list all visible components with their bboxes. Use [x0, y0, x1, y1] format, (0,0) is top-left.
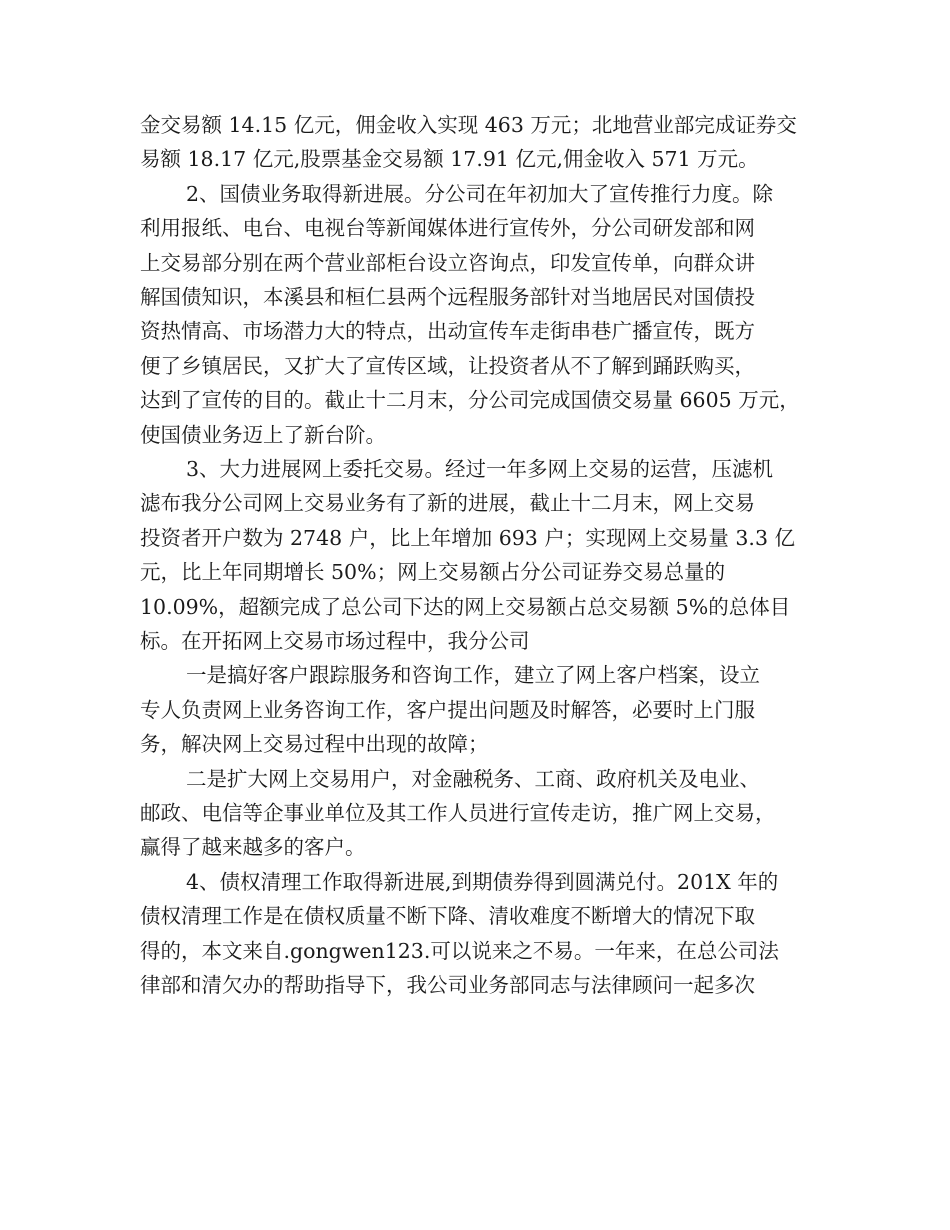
text-line: 便了乡镇居民，又扩大了宣传区域，让投资者从不了解到踊跃购买，	[140, 353, 755, 378]
text-line: 资热情高、市场潜力大的特点，出动宣传车走街串巷广播宣传，既方	[140, 319, 755, 344]
text-line: 金交易额 14.15 亿元，佣金收入实现 463 万元；北地营业部完成证券交	[140, 113, 797, 137]
text-line: 利用报纸、电台、电视台等新闻媒体进行宣传外，分公司研发部和网	[140, 216, 755, 241]
text-line: 易额 18.17 亿元,股票基金交易额 17.91 亿元,佣金收入 571 万元。	[140, 147, 759, 172]
text-line: 3、大力进展网上委托交易。经过一年多网上交易的运营，压滤机	[186, 457, 774, 481]
text-line: 2、国债业务取得新进展。分公司在年初加大了宣传推行力度。除	[186, 181, 774, 206]
text-line: 专人负责网上业务咨询工作，客户提出问题及时解答，必要时上门服	[140, 697, 755, 722]
text-line: 投资者开户数为 2748 户，比上年增加 693 户；实现网上交易量 3.3 亿	[140, 525, 795, 550]
text-line: 解国债知识，本溪县和桓仁县两个远程服务部针对当地居民对国债投	[140, 285, 755, 309]
text-line: 上交易部分别在两个营业部柜台设立咨询点，印发宣传单，向群众讲	[140, 250, 755, 275]
text-line: 滤布我分公司网上交易业务有了新的进展，截止十二月末，网上交易	[140, 491, 755, 516]
text-line: 元，比上年同期增长 50%；网上交易额占分公司证券交易总量的	[140, 560, 726, 585]
text-line: 4、债权清理工作取得新进展,到期债券得到圆满兑付。201X 年的	[186, 869, 779, 894]
text-line: 二是扩大网上交易用户，对金融税务、工商、政府机关及电业、	[186, 766, 760, 791]
text-line: 得的，本文来自.gongwen123.可以说来之不易。一年来，在总公司法	[140, 938, 779, 963]
text-line: 赢得了越来越多的客户。	[140, 835, 366, 860]
text-line: 一是搞好客户跟踪服务和咨询工作，建立了网上客户档案，设立	[186, 663, 760, 688]
text-line: 标。在开拓网上交易市场过程中，我分公司	[140, 629, 530, 653]
text-line: 10.09%，超额完成了总公司下达的网上交易额占总交易额 5%的总体目	[140, 594, 791, 619]
text-line: 律部和清欠办的帮助指导下，我公司业务部同志与法律顾问一起多次	[140, 973, 755, 997]
text-line: 邮政、电信等企事业单位及其工作人员进行宣传走访，推广网上交易，	[140, 801, 776, 825]
text-line: 达到了宣传的目的。截止十二月末，分公司完成国债交易量 6605 万元，	[140, 388, 800, 413]
text-line: 债权清理工作是在债权质量不断下降、清收难度不断增大的情况下取	[140, 904, 755, 929]
text-line: 使国债业务迈上了新台阶。	[140, 422, 386, 447]
text-line: 务，解决网上交易过程中出现的故障；	[140, 732, 489, 757]
